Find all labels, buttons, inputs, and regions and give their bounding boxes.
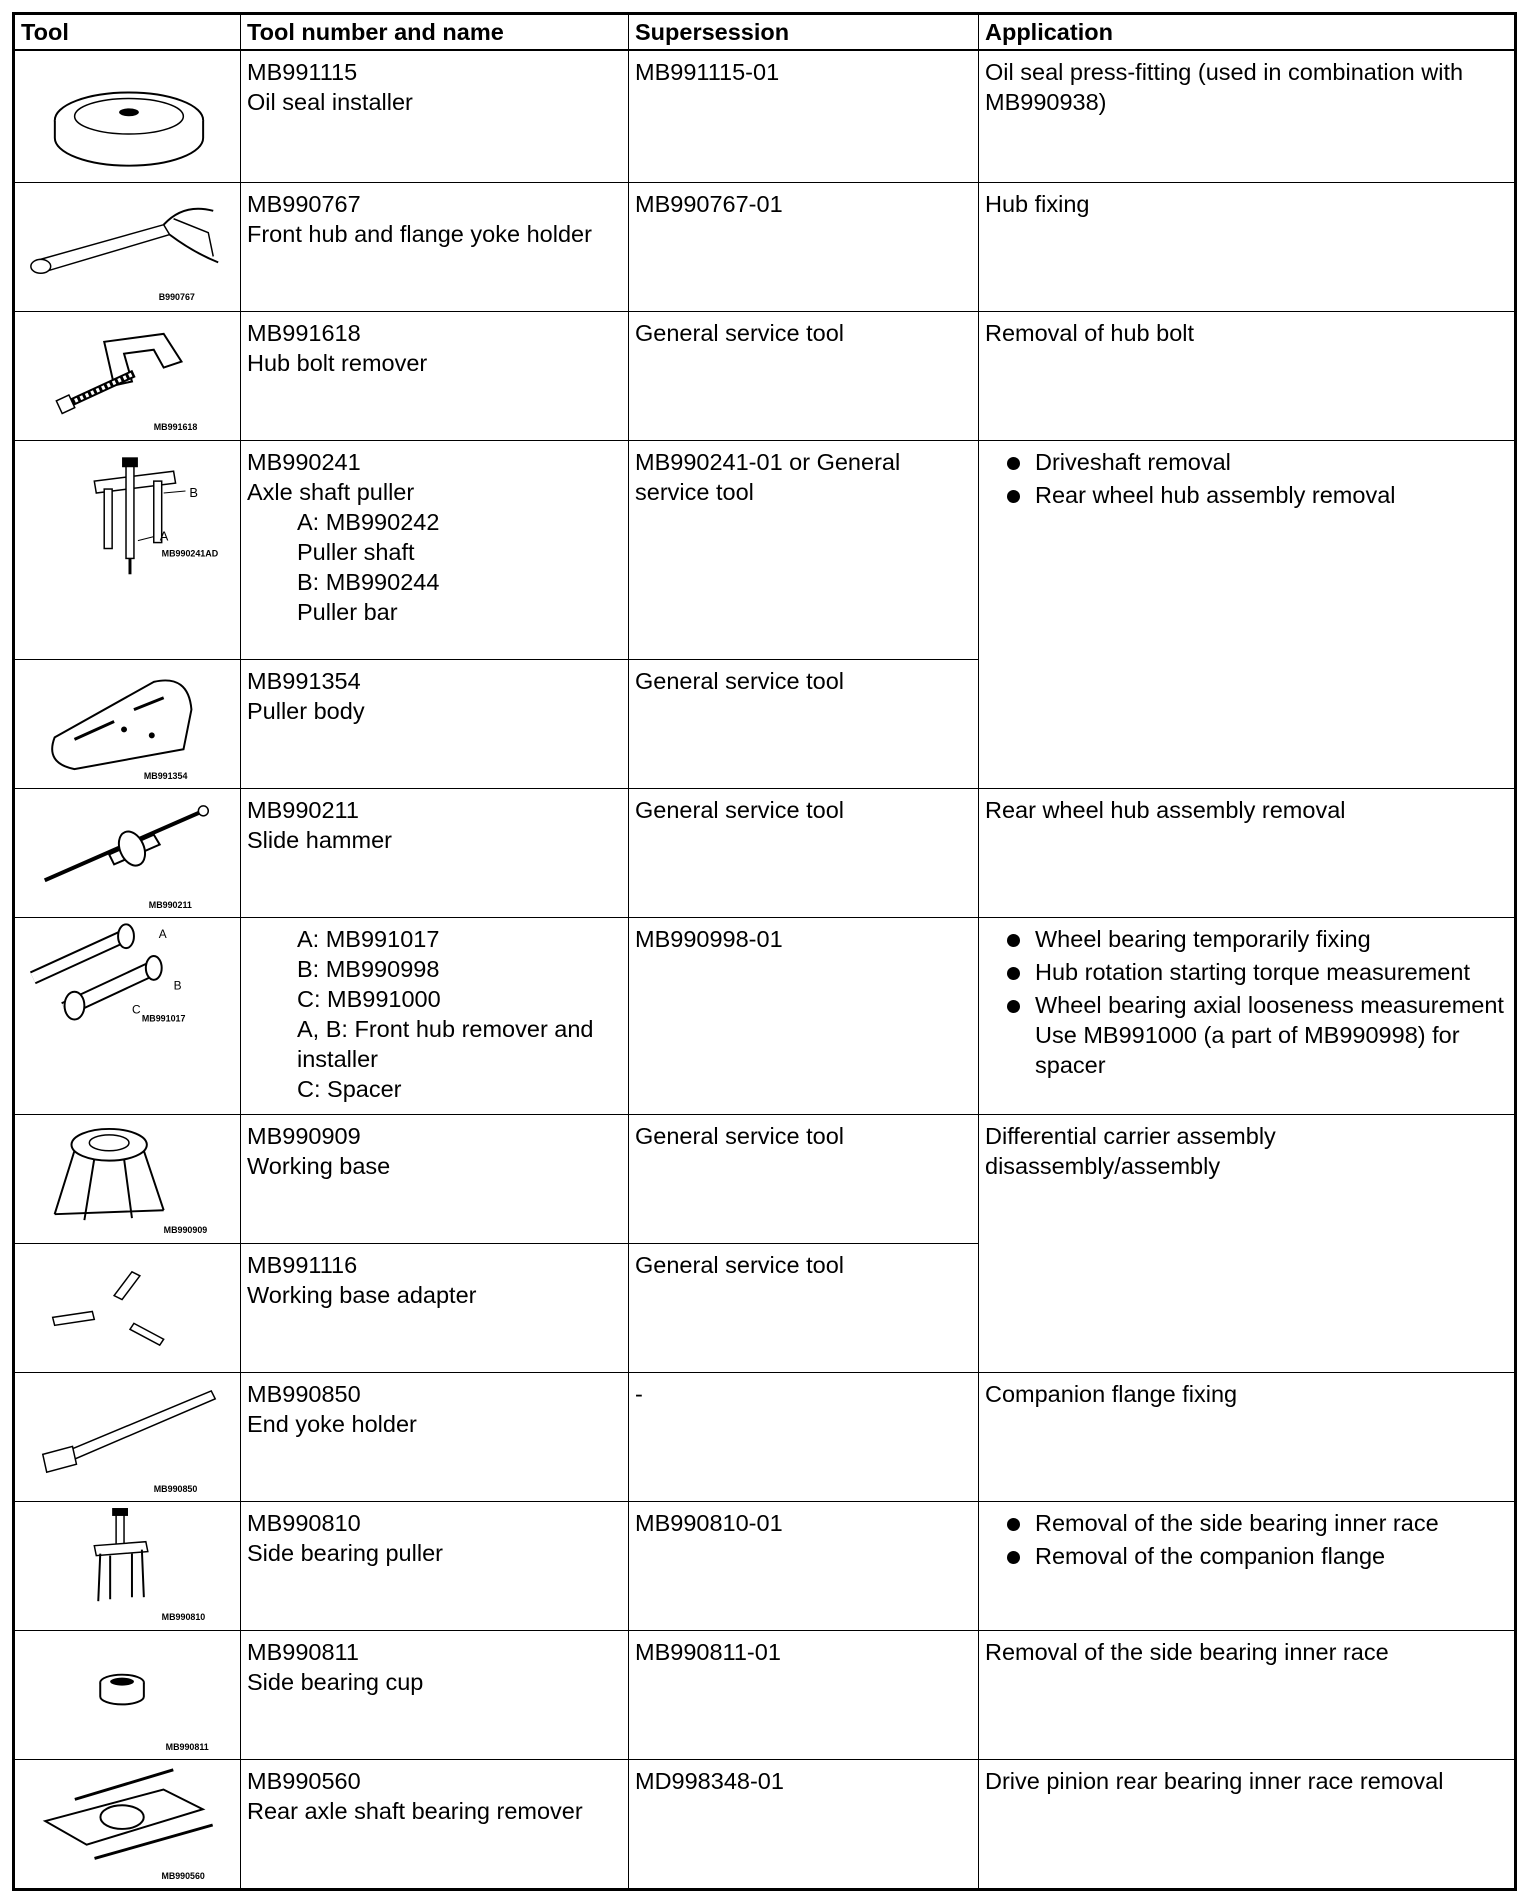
application-cell: Drive pinion rear bearing inner race removal: [979, 1759, 1516, 1889]
tool-name: Slide hammer: [247, 826, 392, 853]
tool-caption: MB990810: [161, 1611, 206, 1622]
application-bullet: Removal of the companion flange: [985, 1541, 1508, 1571]
tool-caption: MB991017: [141, 1012, 186, 1023]
tool-number: MB990850: [247, 1380, 361, 1407]
tool-illustration-cell: [14, 1372, 241, 1501]
tool-number-name: [241, 311, 629, 440]
sub-line: C: MB991000: [297, 985, 441, 1012]
tool-number: MB990909: [247, 1122, 361, 1149]
supersession-cell: General service tool: [629, 788, 979, 917]
tool-illustration-cell: [14, 311, 241, 440]
label-a: A: [159, 528, 169, 544]
tool-name: Rear axle shaft bearing remover: [247, 1797, 583, 1824]
hub-bolt-remover-illustration: [15, 312, 240, 440]
supersession-cell: MD998348-01: [629, 1759, 979, 1889]
application-bullet: Hub rotation starting torque measurement: [985, 957, 1508, 987]
supersession-cell: MB990241-01 or General service tool: [629, 440, 979, 659]
supersession-cell: General service tool: [629, 659, 979, 788]
table-row: [14, 50, 1516, 182]
table-row: [14, 440, 1516, 659]
tool-number-name: [241, 788, 629, 917]
axle-shaft-puller-illustration: [15, 441, 240, 659]
hub-holder-illustration: [15, 183, 240, 311]
tool-illustration-cell: [14, 1759, 241, 1889]
application-cell: [979, 1501, 1516, 1630]
sub-line: A: MB990242: [297, 508, 440, 535]
application-bullet: Driveshaft removal: [985, 447, 1508, 477]
tool-number-name: [241, 1114, 629, 1243]
table-row: [14, 1630, 1516, 1759]
label-c: C: [131, 1002, 141, 1017]
supersession-cell: MB990811-01: [629, 1630, 979, 1759]
tool-illustration-cell: [14, 1114, 241, 1243]
supersession-cell: MB991115-01: [629, 50, 979, 182]
tool-name: Working base adapter: [247, 1281, 477, 1308]
tool-caption: B990767: [158, 291, 195, 302]
header-row: [14, 14, 1516, 51]
tool-caption: MB990909: [163, 1224, 208, 1235]
bearing-remover-illustration: [15, 1760, 240, 1888]
tool-number-name: [241, 917, 629, 1114]
tool-number-name: [241, 1243, 629, 1372]
tool-number: MB990560: [247, 1767, 361, 1794]
tool-number-name: [241, 1372, 629, 1501]
header-tool-number-name: Tool number and name: [241, 14, 629, 51]
tool-caption: MB990241AD: [161, 547, 219, 558]
table-row: [14, 1372, 1516, 1501]
application-bullet: [985, 990, 1508, 1080]
tool-illustration-cell: [14, 440, 241, 659]
tool-caption: MB991618: [153, 421, 198, 432]
supersession-cell: MB990767-01: [629, 182, 979, 311]
tool-caption: MB990811: [165, 1741, 209, 1752]
tool-name: Hub bolt remover: [247, 349, 428, 376]
tool-number-name: [241, 182, 629, 311]
tool-number: MB990767: [247, 190, 361, 217]
tool-illustration-cell: [14, 1630, 241, 1759]
sub-line: A: MB991017: [297, 925, 440, 952]
tool-number: MB991115: [247, 59, 358, 85]
tool-illustration-cell: [14, 1243, 241, 1372]
tool-name: Side bearing puller: [247, 1539, 443, 1566]
label-b: B: [189, 484, 199, 500]
supersession-cell: MB990998-01: [629, 917, 979, 1114]
tool-name: Puller body: [247, 697, 365, 724]
tool-number: MB991116: [247, 1251, 358, 1278]
sub-line: B: MB990998: [297, 955, 440, 982]
tool-number-name: [241, 1630, 629, 1759]
tool-number-name: [241, 1501, 629, 1630]
working-base-adapter-illustration: [15, 1244, 240, 1372]
tool-number: MB990811: [247, 1638, 359, 1665]
application-cell: Removal of hub bolt: [979, 311, 1516, 440]
header-application: Application: [979, 14, 1516, 51]
side-bearing-puller-illustration: [15, 1502, 240, 1630]
application-cell: Rear wheel hub assembly removal: [979, 788, 1516, 917]
application-cell: Hub fixing: [979, 182, 1516, 311]
tool-number: MB990810: [247, 1509, 361, 1536]
tool-illustration-cell: [14, 50, 241, 182]
tool-illustration-cell: [14, 917, 241, 1114]
tool-caption: MB990850: [153, 1483, 198, 1494]
application-cell: [979, 440, 1516, 788]
slide-hammer-illustration: [15, 789, 240, 917]
tool-number: MB991618: [247, 319, 361, 346]
table-row: [14, 1114, 1516, 1243]
label-b: B: [173, 978, 182, 993]
application-bullet: Rear wheel hub assembly removal: [985, 480, 1508, 510]
tool-number-name: [241, 659, 629, 788]
tool-caption: MB990560: [161, 1870, 205, 1881]
application-cell: [979, 917, 1516, 1114]
puller-body-illustration: [15, 660, 240, 788]
supersession-cell: MB990810-01: [629, 1501, 979, 1630]
table-row: [14, 1501, 1516, 1630]
supersession-cell: General service tool: [629, 1114, 979, 1243]
tool-name: Oil seal installer: [247, 89, 413, 115]
tool-name: Side bearing cup: [247, 1668, 424, 1695]
special-tools-table: [12, 12, 1517, 1891]
tool-name: End yoke holder: [247, 1410, 417, 1437]
table-row: [14, 917, 1516, 1114]
tool-number: MB990241: [247, 448, 361, 475]
front-hub-remover-illustration: [15, 918, 240, 1114]
header-tool: Tool: [14, 14, 241, 51]
tool-number-name: [241, 50, 629, 182]
sub-line: Puller bar: [297, 598, 398, 625]
table-row: [14, 182, 1516, 311]
table-row: [14, 1759, 1516, 1889]
side-bearing-cup-illustration: [15, 1631, 240, 1759]
application-cell: Removal of the side bearing inner race: [979, 1630, 1516, 1759]
tool-name: Working base: [247, 1152, 391, 1179]
sub-line: A, B: Front hub remover and installer: [297, 1015, 594, 1072]
supersession-cell: General service tool: [629, 311, 979, 440]
tool-name: Axle shaft puller: [247, 478, 415, 505]
oil-seal-installer-illustration: [15, 51, 240, 182]
header-supersession: Supersession: [629, 14, 979, 51]
end-yoke-holder-illustration: [15, 1373, 240, 1501]
tool-number-name: [241, 1759, 629, 1889]
tool-illustration-cell: [14, 659, 241, 788]
tool-caption: MB991354: [143, 770, 188, 781]
sub-line: C: Spacer: [297, 1075, 402, 1102]
tool-number: MB991354: [247, 667, 361, 694]
tool-number: MB990211: [247, 796, 359, 823]
application-note: Use MB991000 (a part of MB990998) for spacer: [1035, 1021, 1460, 1078]
tool-illustration-cell: [14, 788, 241, 917]
sub-line: B: MB990244: [297, 568, 440, 595]
tool-name: Front hub and flange yoke holder: [247, 220, 592, 247]
supersession-cell: -: [629, 1372, 979, 1501]
bullet-text: Wheel bearing axial looseness measurement: [1035, 991, 1504, 1018]
tool-caption: MB990211: [148, 899, 192, 910]
application-bullet: Wheel bearing temporarily fixing: [985, 924, 1508, 954]
label-a: A: [158, 926, 167, 941]
application-cell: Oil seal press-fitting (used in combination with MB990938): [979, 50, 1516, 182]
tool-illustration-cell: [14, 1501, 241, 1630]
table-row: [14, 788, 1516, 917]
working-base-illustration: [15, 1115, 240, 1243]
supersession-cell: General service tool: [629, 1243, 979, 1372]
application-cell: Companion flange fixing: [979, 1372, 1516, 1501]
tool-illustration-cell: [14, 182, 241, 311]
table-row: [14, 311, 1516, 440]
application-cell: Differential carrier assembly disassembly/assembly: [979, 1114, 1516, 1372]
application-bullet: Removal of the side bearing inner race: [985, 1508, 1508, 1538]
tool-number-name: [241, 440, 629, 659]
sub-line: Puller shaft: [297, 538, 415, 565]
